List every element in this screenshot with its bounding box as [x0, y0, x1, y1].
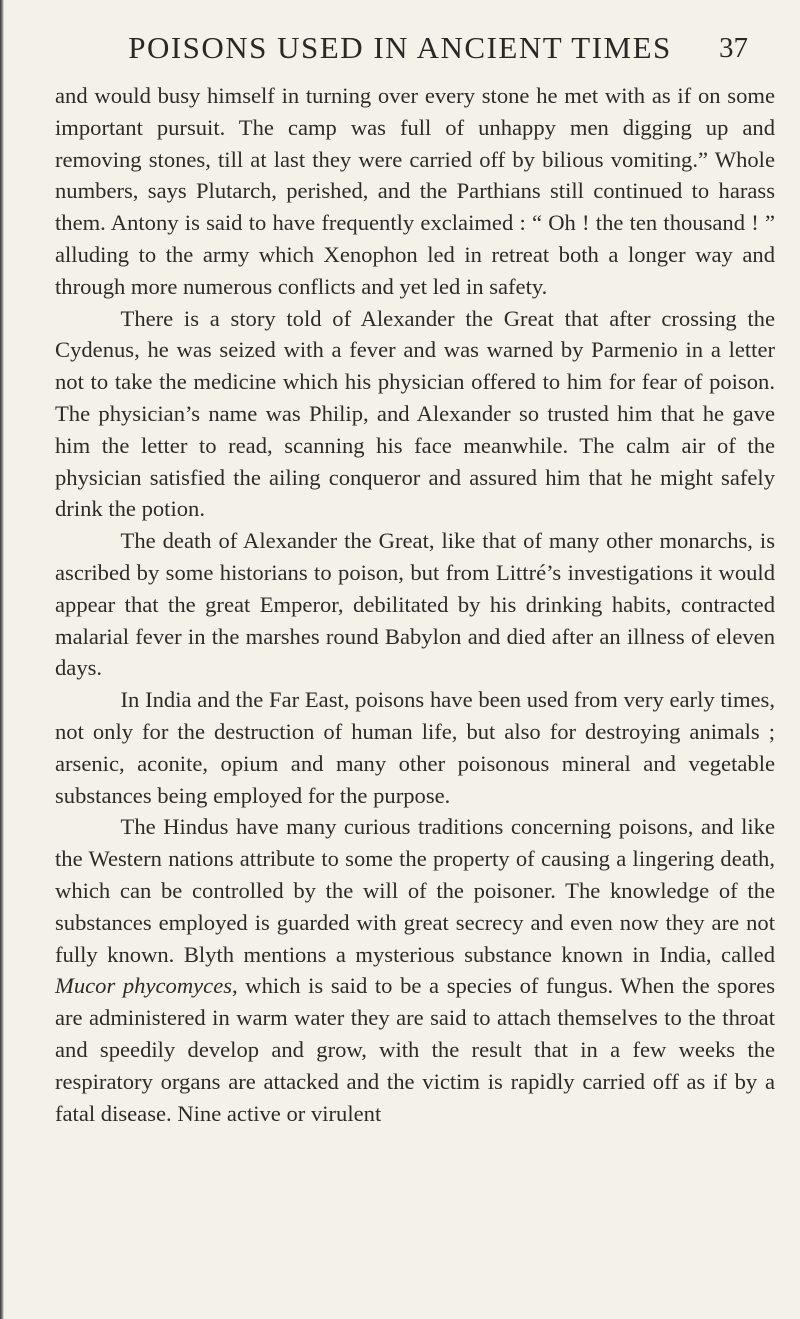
- running-head: POISONS USED IN ANCIENT TIMES: [128, 30, 672, 65]
- page-edge-shadow: [0, 0, 4, 1319]
- species-name-italic: Mucor phycomyces: [55, 973, 233, 999]
- paragraph-alexander-fever: There is a story told of Alexander the Great that after crossing the Cydenus, he was seized with a fever and was warned by Parmenio in a letter not to take the medicine which his physician offered to him for fear of poison. The physician’s name was Philip, and Alexander so trusted him that he gave him the letter to read, scanning his face meanwhile. The calm air of the physician satisfied the ailing conqueror and assured him that he might safely drink the potion.: [55, 305, 775, 522]
- paragraph-hindu-traditions: [55, 811, 775, 1129]
- body-text: [55, 80, 775, 1129]
- paragraph-hindu-text-before: The Hindus have many curious traditions concerning poisons, and like the Western nations attribute to some the property of causing a lingering death, which can be controlled by the will of the poisoner. The knowledge of the substances employed is guarded with great secrecy and even now they are not fully known. Blyth mentions a mysterious substance known in India, called: [55, 814, 775, 967]
- paragraph-hindu-text-after: , which is said to be a species of fungus. When the spores are administered in warm water they are said to attach themselves to the throat and speedily develop and grow, with the result that in a few weeks the respiratory organs are attacked and the victim is rapidly carried off as if by a fatal disease. Nine active or virulent: [55, 973, 775, 1126]
- paragraph-india-poisons: In India and the Far East, poisons have been used from very early times, not only for the destruction of human life, but also for destroying animals ; arsenic, aconite, opium and many other poisonous mineral and vegetable substances being employed for the purpose.: [55, 687, 775, 808]
- page-header: [0, 30, 800, 70]
- page-number: 37: [719, 32, 748, 64]
- paragraph-continuation: and would busy himself in turning over every stone he met with as if on some important pursuit. The camp was full of unhappy men digging up and removing stones, till at last they were carried off by bilious vomiting.” Whole numbers, says Plutarch, perished, and the Parthians still continued to harass them. Antony is said to have frequently exclaimed : “ Oh ! the ten thousand ! ” alluding to the army which Xenophon led in retreat both a longer way and through more numerous conflicts and yet led in safety.: [55, 83, 775, 299]
- paragraph-alexander-death: The death of Alexander the Great, like that of many other monarchs, is ascribed by some historians to poison, but from Littré’s investigations it would appear that the great Emperor, debilitated by his drinking habits, contracted malarial fever in the marshes round Babylon and died after an illness of eleven days.: [55, 528, 775, 681]
